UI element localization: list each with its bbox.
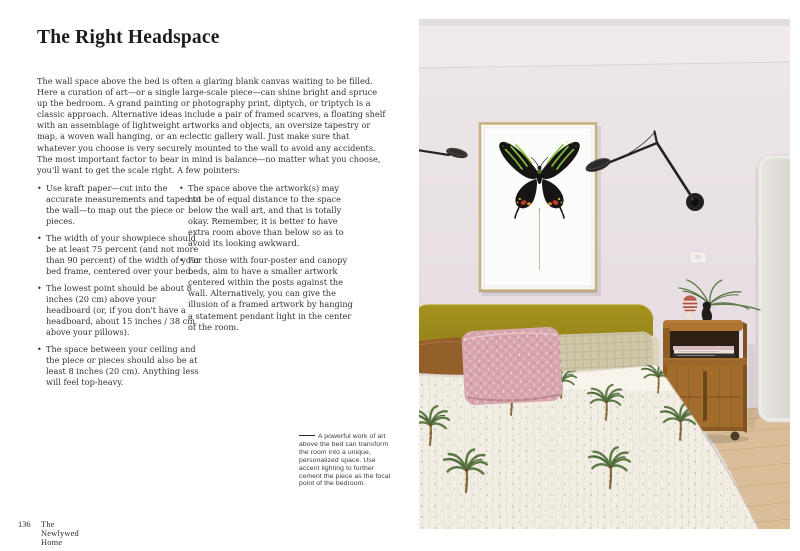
pink-pillow <box>461 326 563 405</box>
page-number: 136 <box>18 520 31 529</box>
bullet-item: • The space between your ceiling and the piece or pieces should also be at least 8 inches (20 cm). Anything less will feel top-heavy. <box>37 344 202 388</box>
bedroom-photo-svg <box>419 19 790 529</box>
pointers-list-left <box>37 183 202 394</box>
butterfly-artwork <box>479 124 601 297</box>
books-stack <box>673 346 735 358</box>
caster-wheel <box>731 432 740 441</box>
intro-paragraph: The wall space above the bed is often a glaring blank canvas waiting to be filled. Here a curation of art—or a single large-scale piece—can shine bright and spruce up the bedroom. A grand painting or photography print, diptych, or triptych is a classic approach. Alternative ideas include a pair of framed scarves, a floating shelf with an assemblage of lightweight artworks and objects, an oversize tapestry or map, a woven wall hanging, or an eclectic gallery wall. Just make sure that whatever you choose is very securely mounted to the wall to avoid any accidents. The most important factor to bear in mind is balance—no matter what you choose, you'll want to get the scale right. A few pointers: <box>37 76 386 175</box>
bullet-item: • The lowest point should be about 8 inches (20 cm) above your headboard (or, if you don't have a headboard, about 15 inches / 38 cm above your pillows). <box>37 283 202 338</box>
pointers-list-right <box>179 183 353 338</box>
photo-caption <box>299 433 391 488</box>
book-title: The Newlywed Home <box>41 520 79 547</box>
bullet-item: • The space above the artwork(s) may not be of equal distance to the space below the wall art, and that is totally okay. Remember, it is better to have extra room above than below so as to avoid its looking awkward. <box>179 183 353 250</box>
leaning-mirror <box>757 155 790 422</box>
page-title: The Right Headspace <box>37 27 220 48</box>
ceiling <box>419 19 790 68</box>
bullet-item: • The width of your showpiece should be at least 75 percent (and not more than 90 percent) of the width of your bed frame, centered over your bed. <box>37 233 202 277</box>
switch-plate <box>690 252 706 263</box>
photo-top-shade <box>419 19 790 26</box>
bullet-item: • Use kraft paper—cut into the accurate measurements and taped to the wall—to map out the piece or pieces. <box>37 183 202 227</box>
bullet-item: • For those with four-poster and canopy beds, aim to have a smaller artwork centered within the posts against the wall. Alternatively, you can give the illusion of a framed artwork by hanging a statement pendant light in the center of the room. <box>179 255 353 333</box>
caption-text: A powerful work of art above the bed can transform the room into a unique, personalized space. Use accent lighting to further cement the piece as the focal point of the bedroom. <box>299 433 391 488</box>
bedroom-photo <box>419 19 790 529</box>
caption-dash-rule <box>299 435 315 437</box>
